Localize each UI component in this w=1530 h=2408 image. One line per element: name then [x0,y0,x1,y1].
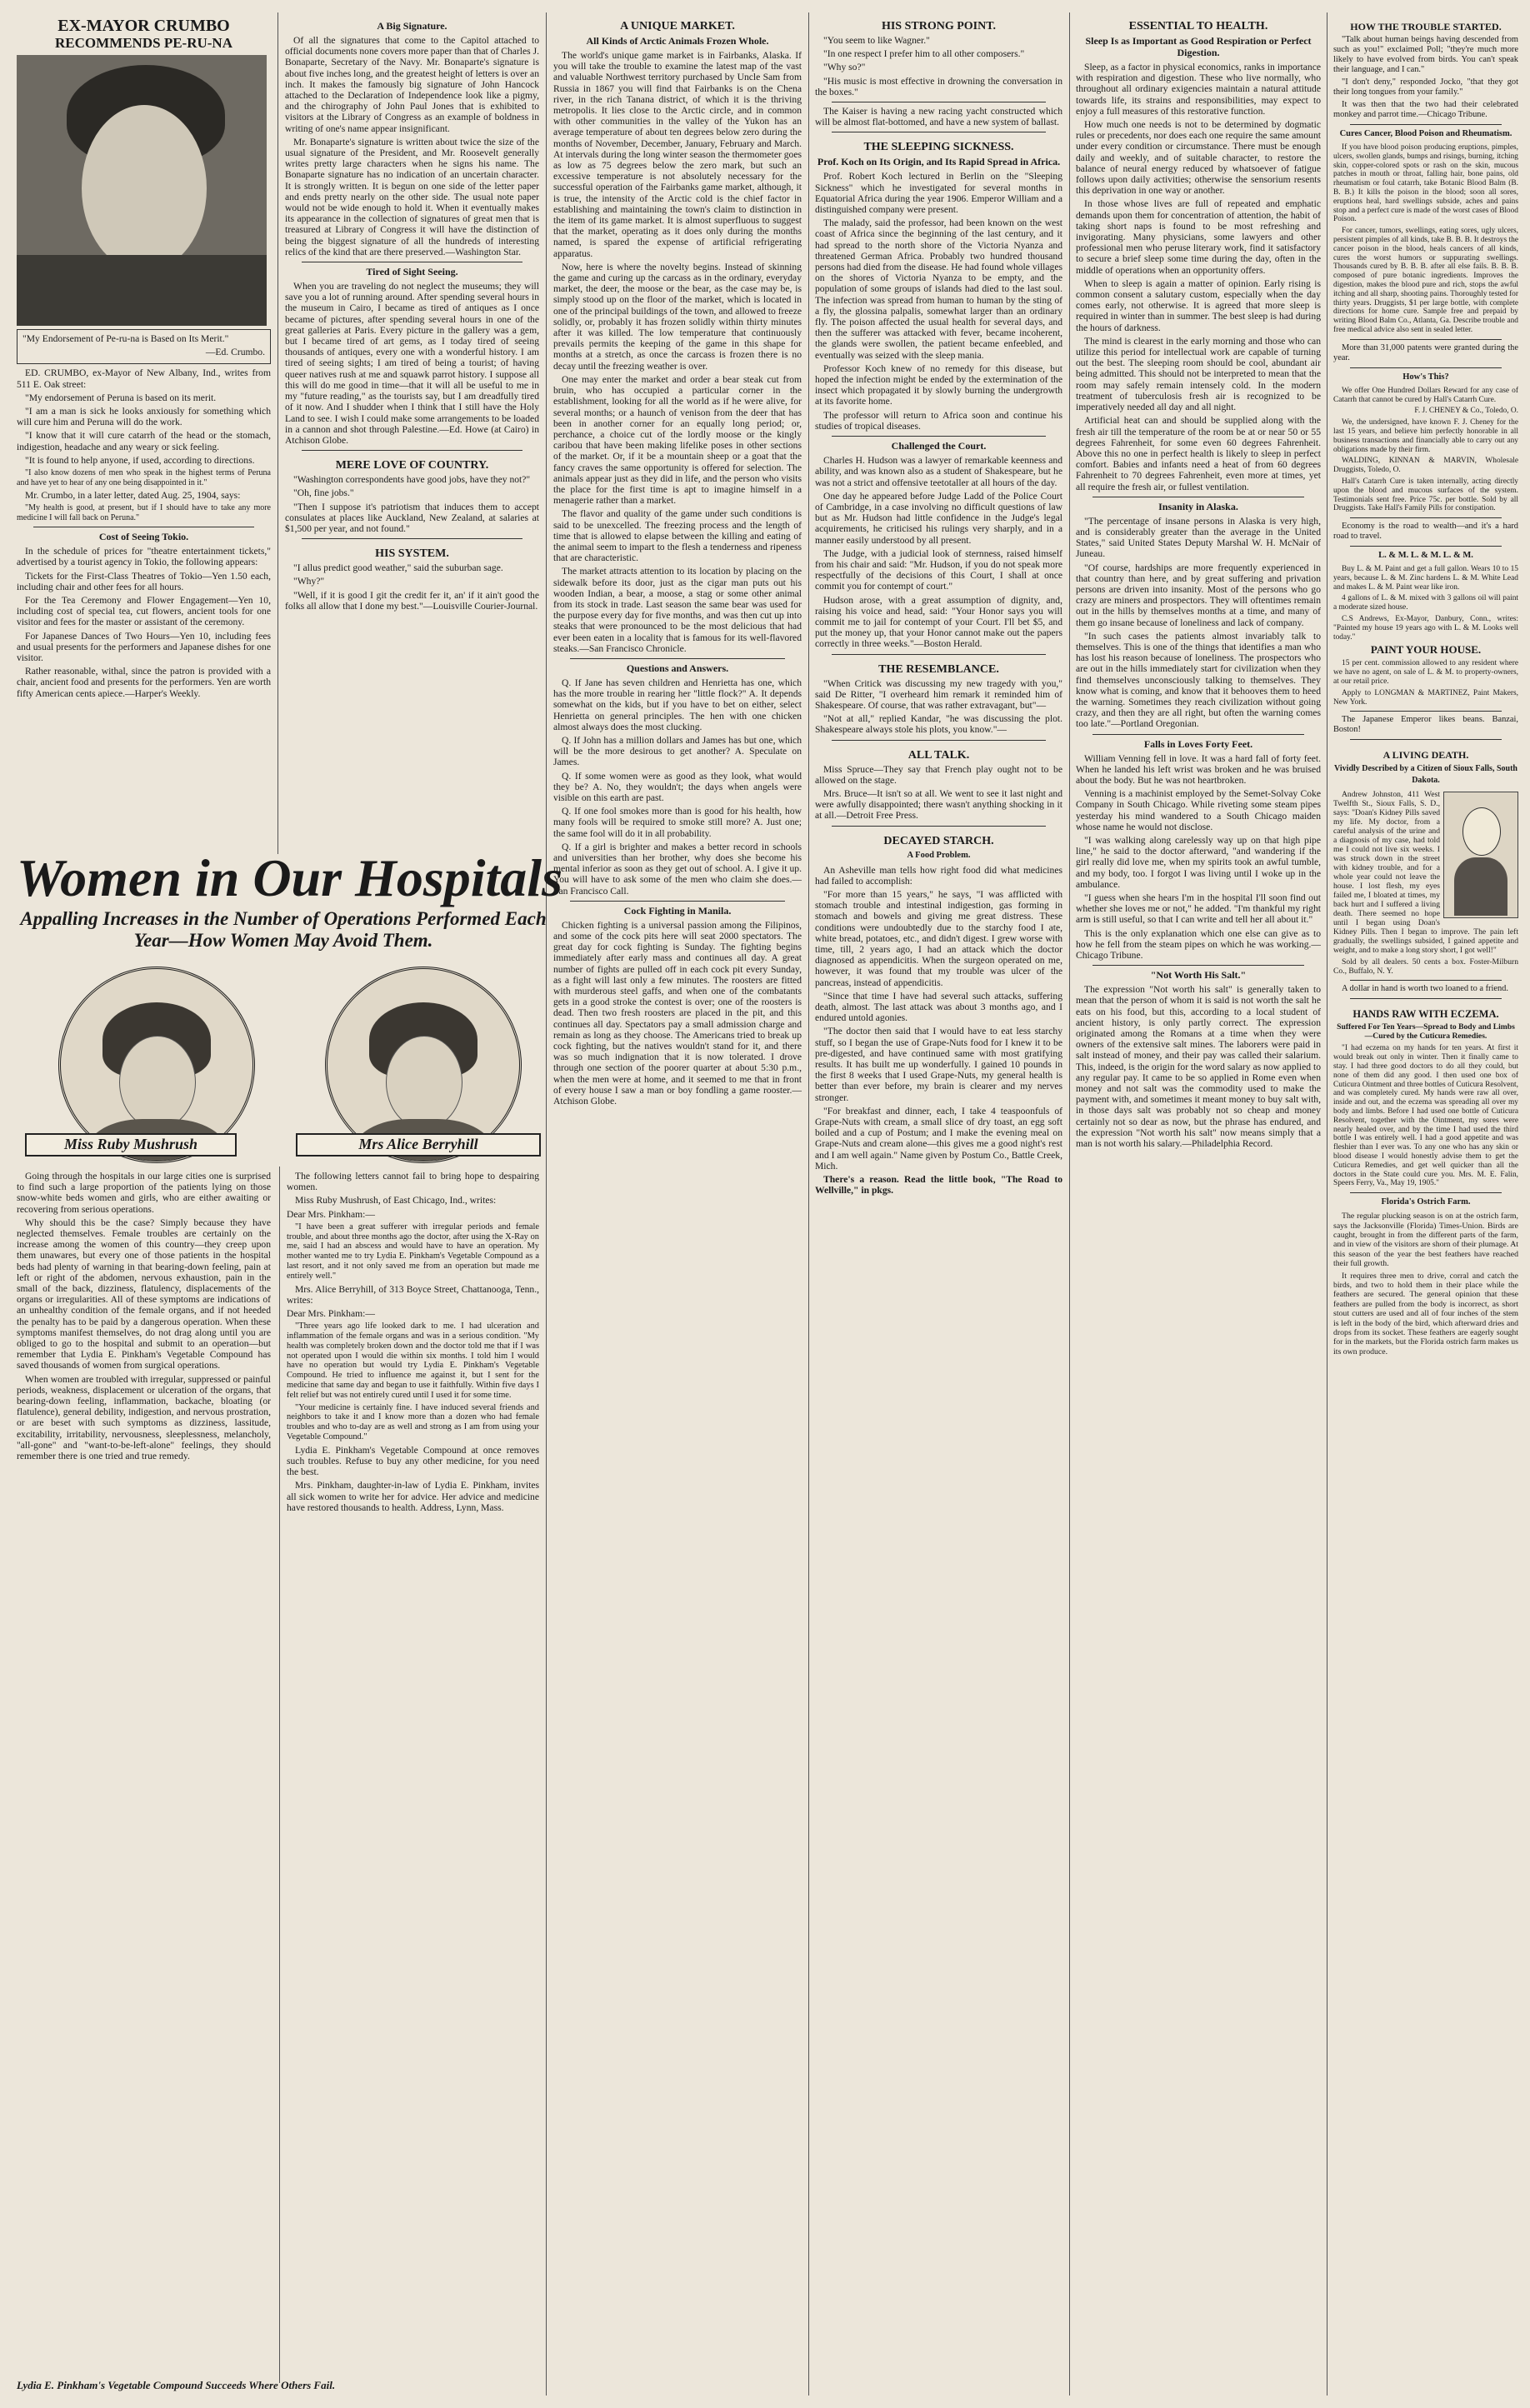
article-paragraph: Charles H. Hudson was a lawyer of remarkable keenness and ability, and was known also as a student of Shakespeare, but he was not a strict and offensive teetotaller at all hours of the day. [815,455,1062,488]
article-paragraph: Now, here is where the novelty begins. Instead of skinning the game and curing up the carcass as in the ordinary, everyday market, the deer, the moose or the bear, as the case may be, is simply stood up on the floor of the market, which is located in one of the principal buildings of the town, and allowed to freeze solidly, or, probably it has frozen solidly within thirty minutes after it was killed. The low temperature that continuously prevails permits the keeping of the game in this shape for months at a stretch, as once the carcass is frozen there is no decay until the freezing weather is over. [553,261,802,372]
women-paragraph: Mrs. Pinkham, daughter-in-law of Lydia E. Pinkham, invites all sick women to write her for advice. Her advice and medicine have restored thousands to health. Address, Lynn, Mass. [287,1480,539,1513]
women-paragraph: The following letters cannot fail to bring hope to despairing women. [287,1171,539,1193]
article-paragraph: "Not at all," replied Kandar, "he was discussing the plot. Shakespeare always stole his plots, you know."— [815,713,1062,736]
women-paragraph: Mrs. Alice Berryhill, of 313 Boyce Street, Chattanooga, Tenn., writes: [287,1283,539,1306]
ad-heading: How's This? [1402,372,1449,382]
ad-paragraph: We offer One Hundred Dollars Reward for any case of Catarrh that cannot be cured by Hall's Catarrh Cure. [1333,386,1518,404]
article-paragraph: In those whose lives are full of repeated and emphatic demands upon them for concentration of attention, the habit of taking short naps is found to be most refreshing and invigorating. Many physicians, some lawyers and other professional men who peruse literary work, find it satisfactory to secure a brief sleep some time during the day, often in the middle of operations when an opportunity offers. [1076,198,1321,276]
article-paragraph: "When Critick was discussing my new tragedy with you," said De Ritter, "I overheard him remark it reminded him of Shakespeare. Of course, that was rather extravagant, but"— [815,677,1062,711]
article-paragraph: "For more than 15 years," he says, "I was afflicted with stomach trouble and intestinal indigestion, gas forming in stomach and bowels and giving me great distress. These conditions were undoubtedly due to the starchy food I ate, white bread, potatoes, etc., and didn't digest. I grew worse with time, till, 2 years ago, I had an attack which the doctor diagnosed as appendicitis. When the surgeon operated on me, however, it was found that my trouble was ulcer of the pancreas, instead of appendicitis. [815,888,1062,988]
article-paragraph: "Since that time I have had several such attacks, suffering death, almost. The last attack was about 3 months ago, and I endured untold agonies. [815,990,1062,1024]
article-paragraph: The regular plucking season is on at the ostrich farm, says the Jacksonville (Florida) Times-Union. Birds are caught, brought in from the different parts of the farm, and in view of the visitors are shorn of their plumage. At this season of the year the best feathers have reached their full growth. [1333,1211,1518,1269]
article-paragraph: "Then I suppose it's patriotism that induces them to accept consulates at places like Auckland, New Zealand, at salaries at $1,500 per year, and not found." [285,501,539,534]
column-rule [1069,12,1070,2396]
article-paragraph: A dollar in hand is worth two loaned to a friend. [1342,984,1508,994]
crumbo-quote-box [17,329,271,364]
column-6 [1333,17,1518,2383]
women-paragraph: Going through the hospitals in our large cities one is surprised to find such a large proportion of the patients lying on those snow-white beds women and girls, who are either awaiting or recovering from serious operations. [17,1171,271,1215]
crumbo-paragraph: ED. CRUMBO, ex-Mayor of New Albany, Ind., writes from 511 E. Oak street: [17,367,271,390]
ad-paragraph: WALDING, KINNAN & MARVIN, Wholesale Druggists, Toledo, O. [1333,457,1518,475]
article-paragraph: "I don't deny," responded Jocko, "that they got their long tongues from your family." [1333,77,1518,97]
article-paragraph: The Japanese Emperor likes beans. Banzai, Boston! [1333,715,1518,735]
article-paragraph: "For breakfast and dinner, each, I take 4 teaspoonfuls of Grape-Nuts with cream, a small slice of dry toast, an egg soft boiled and a cup of Postum; and I make the evening meal on Grape-Nuts and cream alone—this gives me a good night's rest and I am well again." Name given by Postum Co., Battle Creek, Mich. [815,1105,1062,1172]
article-paragraph: One day he appeared before Judge Ladd of the Police Court of Cambridge, in a case involving no difficult questions of law but as Mr. Hudson had little confidence in the Judge's legal acquirements, he criticised his rulings very sharply, and in a manner easily understood by all present. [815,490,1062,546]
article-heading: Insanity in Alaska. [1158,500,1238,512]
article-paragraph: The malady, said the professor, had been known on the west coast of Africa since the beginning of the last century, and it had spread to the north shore of the Victoria Nyanza and threatened German Africa. Probably two hundred thousand persons had died from the disease. He had found whole villages on the shores of Victoria Nyanza to be empty, and the population of some groups of islands had died to the last soul. The infection was spread from human to human by the sting of a fly, the glossina palpalis, somewhat larger than an ordinary fly. The poison affected the usual health for several days, and then the sufferer was attacked with fever, became incoherent, the glands were swollen, the patient became enfeebled, and eventually was seized with the sleep mania. [815,217,1062,361]
article-paragraph: The professor will return to Africa soon and continue his studies of tropical diseases. [815,409,1062,432]
article-paragraph: The world's unique game market is in Fairbanks, Alaska. If you will take the trouble to examine the latest map of the vast and valuable Northwest territory purchased by Uncle Sam from Russia in 1867 you will find that Fairbanks is on the Chena river, in the rich Tanana district, of which it is the thriving metropolis. It lies close to the Arctic circle, and in common with other communities in the valley of the Yukon has an average temperature of about ten degrees below zero during the months of November, December, January, February and March. At intervals during the long winter season the thermometer goes as low as 75 degrees below the zero mark, but such an excessive temperature is not absolutely necessary for the successful operation of the Fairbanks game market, although, it is true, the intensity of the Arctic cold is the chief factor in establishing and maintaining the town's claim to distinction in the item of its game market. It is almost superfluous to suggest that the market, operating as it does only during the months named, is spared the expense of artificial refrigerating apparatus. [553,50,802,259]
crumbo-paragraph: "My health is good, at present, but if I should have to take any more medicine I will fall back on Peruna." [17,503,271,522]
ad-heading: PAINT YOUR HOUSE. [1370,643,1482,657]
ad-paragraph: Andrew Johnston, 411 West Twelfth St., Sioux Falls, S. D., says: "Doan's Kidney Pills saved my life. My doctor, from a careful analysis of the urine and a diagnosis of my case, had told me I could not live six weeks. I was struck down in the street with kidney trouble, and for a whole year could not leave the house. I lost flesh, my eyes failed me, I bloated at times, my back hurt and I suffered a living death. There seemed no hope until I began using Doan's Kidney Pills. Then I began to improve. The pain left gradually, the swellings subsided, I gained appetite and weight, and to make a long story short, I got well!" [1333,790,1518,956]
article-paragraph: The mind is clearest in the early morning and those who can utilize this period for intellectual work are capable of turning out the best. The sleeping room should be cool, abundant air being admitted. This should not be interpreted to mean that the room may safely remain intensely cold. In the modern treatment of tuberculosis fresh air is recognized to be imperatively needed all day and all night. [1076,335,1321,413]
caption-ruby-mushrush: Miss Ruby Mushrush [25,1133,237,1157]
article-heading: Cock Fighting in Manila. [623,904,732,917]
column-4 [815,17,1062,2383]
article-paragraph: How much one needs is not to be determined by dogmatic rules or precedents, nor does each one require the same amount under every condition or circumstance. There must be enough daily and weekly, and of suitable character, to restore the balance of neural energy reduced by whatsoever of fatigue follows upon daily activities; otherwise the sensorium resents this deprivation in one way or another. [1076,119,1321,197]
article-paragraph: This is the only explanation which one else can give as to how he fell from the steam pipes on which he was working.—Chicago Tribune. [1076,927,1321,962]
article-paragraph: An Asheville man tells how right food did what medicines had failed to accomplish: [815,864,1062,887]
article-paragraph: Mr. Bonaparte's signature is written about twice the size of the usual signature of the President, and Mr. Roosevelt generally writes pretty large characters when he signs his name. The Bonaparte signature has no indication of an uncertain character. It is strongly written. It is begun on one side of the letter paper and ends pretty nearly on the other side. The usual note paper would not be wide enough to hold it. When it eventually makes its appearance in the collection of signatures of great men that is treasured at Library of Congress it will have the distinction of being the biggest signature of all the hundreds of interesting relics of the kind that are there preserved.—Washington Star. [285,136,539,257]
column-5 [1076,17,1321,2383]
article-paragraph: William Venning fell in love. It was a hard fall of forty feet. When he landed his left wrist was broken and he was bruised about the body. But he was not heartbroken. [1076,752,1321,786]
article-paragraph: When you are traveling do not neglect the museums; they will save you a lot of running around. After spending several hours in the museum in Cairo, I became as tired of antiques as I once became of pictures, after spending several hours in one of the great galleries at Paris. Every picture in the gallery was a gem, but I became tired of art gems, as I today tired of seeing thousands of antiques, every one with a wonderful history. I am tired of seeing sights; I am tired of being a tourist; of having queer natives rush at me and squawk parrot history. I suppose all this will do me good in time—that it will all be useful to me in my "future reading," as the tourists say, but I am dreadfully tired of it now. And I shudder when I think that I still have the Holy Land to see. I wish I could make some arrangements to be loaded in a cannon and shot through Palestine.—Ed. Howe (at Cairo) in Atchison Globe. [285,281,539,446]
article-paragraph: "The doctor then said that I would have to eat less starchy stuff, so I began the use of Grape-Nuts food for I knew it to be pre-digested, and have continued same with most gratifying results. It has built me up wonderfully. I gained 10 pounds in the first 8 weeks that I used Grape-Nuts, my general health is better than ever before, my brain is clearer and my nerves stronger. [815,1026,1062,1103]
column-3 [553,17,802,2383]
article-paragraph: "I guess when she hears I'm in the hospital I'll soon find out whether she loves me or not," he added. "I'm thankful my right arm is still useful, so that I can write and tell her all about it." [1076,892,1321,926]
article-paragraph: "In such cases the patients almost invariably talk to themselves. This is one of the things that identifies a man who has lost his reason because of loneliness. The prospectors who are out in the hills immediately start for civilization when they find themselves unconsciously talking to themselves. They know what is coming, and know that it behooves them to heed the warning. Sometimes they reach civilization without going crazy, and then they are all right, but often the warning comes too late."—Portland Oregonian. [1076,630,1321,730]
article-paragraph: "Oh, fine jobs." [293,487,354,499]
article-heading: Cost of Seeing Tokio. [98,531,189,543]
women-paragraph: Dear Mrs. Pinkham:— [287,1208,375,1220]
ad-paragraph: Apply to LONGMAN & MARTINEZ, Paint Makers, New York. [1333,688,1518,707]
article-paragraph: It requires three men to drive, corral and catch the birds, and two to hold them in their place while the feathers are secured. The general opinion that these feathers are pulled from the body is incorrect, as short stout cutters are used and all of four inches of the stem is left in the body of the bird, which afterward dries and drops from its socket. These feathers are eagerly sought for in the markets, but the Florida ostrich farm makes us its own produce. [1333,1271,1518,1356]
article-paragraph: For the Tea Ceremony and Flower Engagement—Yen 10, including cost of special tea, cut flowers, ancient tools for one visitor and fees for the master or assistant of the ceremony. [17,595,271,628]
article-subheading: A Food Problem. [907,850,971,860]
article-paragraph: Q. If Jane has seven children and Henrietta has one, which has the more trouble in rearing her "little flock?" A. It depends somewhat on the kids, but if you have to bet on either, select Henrietta on general principles. The hen with one chicken almost always does the most clucking. [553,677,802,732]
article-paragraph: One may enter the market and order a bear steak cut from bruin, who has occupied a particular corner in the establishment, looking for all the world as if he were alive, for several months; or a haunch of venison from the deer that has been in another corner for an equally long period; or, perchance, a choice cut of the lordly moose or the kingly caribou that have been making lifelike poses in other sections of the market. Or, if it be a mountain sheep or a goat that the fancy craves the same opportunity is offered for selection. The animals appear just as they did in life, and the person who visits the place for the first time is apt to imagine himself in a menagerie rather than a market. [553,373,802,507]
article-heading: Florida's Ostrich Farm. [1381,1197,1471,1207]
article-subheading: Prof. Koch on Its Origin, and Its Rapid Spread in Africa. [817,156,1061,168]
article-paragraph: "Of course, hardships are more frequently experienced in that country than here, and by great suffering and privation persons are driven into insanity. Most of the persons who go crazy are miners and prospectors. They will oftentimes remain out in the hills by themselves months at a time, and many of them go insane because of loneliness and lack of company. [1076,562,1321,628]
article-heading: Falls in Loves Forty Feet. [1143,737,1253,750]
column-rule [1327,12,1328,2396]
article-paragraph: Chicken fighting is a universal passion among the Filipinos, and some of the cock pits here will seat 2000 spectators. The great day for cock fighting is Sunday. The fighting begins immediately after early mass and continues all day. A great number of fights are pulled off in each cock pit every Sunday, as a fight will last only a few minutes. The roosters are fitted with murderous steel gaffs, and when one of the combatants gets in a good stroke the contest is over; one of the roosters is dead. Then two fresh roosters are placed in the pit, and this continues all day. Spectators pay a small admission charge and remain as long as they choose. The Americans tried to break up cock fighting, but the natives wouldn't stand for it, and there was so much indignation that it is now tolerated. I drove through one section of the poorer quarter at about 5:30 p.m., when the men were at home, and it seemed to me that in front of every house I saw a man or boy fondling a game rooster.—Atchison Globe. [553,919,802,1107]
article-paragraph: For Japanese Dances of Two Hours—Yen 10, including fees and usual presents for the performers and Japanese dishes for one visitor. [17,630,271,664]
women-column-right [287,1171,539,2377]
article-paragraph: Rather reasonable, withal, since the patron is provided with a chair, ancient food and presents for the performers. Yen are worth fifty American cents apiece.—Harper's Weekly. [17,666,271,699]
crumbo-paragraph: "My endorsement of Peruna is based on its merit. [25,392,217,403]
article-paragraph: "Why so?" [823,62,866,73]
article-paragraph: Prof. Robert Koch lectured in Berlin on the "Sleeping Sickness" which he investigated for several months in Equatorial Africa during the year 1906. Emperor William and a distinguished company were present. [815,171,1062,216]
caption-alice-berryhill: Mrs Alice Berryhill [296,1133,541,1157]
article-paragraph: Miss Spruce—They say that French play ought not to be allowed on the stage. [815,763,1062,786]
article-subheading: All Kinds of Arctic Animals Frozen Whole. [586,35,769,47]
article-paragraph: It was then that the two had their celebrated monkey and parrot time.—Chicago Tribune. [1333,100,1518,119]
article-paragraph: Q. If some women were as good as they look, what would they be? A. No, they wouldn't; the days when angels were visible on this earth are past. [553,770,802,803]
article-subheading: Sleep Is as Important as Good Respiration or Perfect Digestion. [1085,35,1312,58]
ad-paragraph: If you have blood poison producing eruptions, pimples, ulcers, swollen glands, bumps and risings, burning, itching skin, copper-colored spots or rash on the skin, mucous patches in mouth or throat, falling hair, bone pains, old rheumatism or foul catarrh, take Botanic Blood Balm (B. B. B.) It kills the poison in the blood; soon all sores, eruptions heal, hard swellings subside, aches and pains stop and a perfect cure is made of the worst cases of Blood Poison. [1333,143,1518,224]
article-paragraph: "His music is most effective in drowning the conversation in the boxes." [815,75,1062,97]
article-paragraph: "The percentage of insane persons in Alaska is very high, and is considerably greater than the average in the United States," said United States Deputy Marshal W. H. McNair of Juneau. [1076,515,1321,560]
ad-paragraph: We, the undersigned, have known F. J. Cheney for the last 15 years, and believe him perfectly honorable in all business transactions and financially able to carry out any obligations made by their firm. [1333,418,1518,454]
women-paragraph: Miss Ruby Mushrush, of East Chicago, Ind., writes: [295,1195,497,1206]
women-subheadline: Appalling Increases in the Number of Operations Performed Each Year—How Women May Avoid Them. [20,908,547,951]
column-rule [546,12,547,2396]
crumbo-portrait [17,55,267,326]
article-heading: Challenged the Court. [891,440,987,452]
article-paragraph: The Kaiser is having a new racing yacht constructed which will be almost flat-bottomed, and have a new system of ballast. [815,106,1062,128]
johnston-portrait [1443,792,1518,918]
crumbo-headline: EX-MAYOR CRUMBO [58,17,230,35]
ad-signature: F. J. CHENEY & Co., Toledo, O. [1414,407,1518,416]
article-paragraph: "In one respect I prefer him to all other composers." [823,48,1025,60]
women-paragraph: "Three years ago life looked dark to me. I had ulceration and inflammation of the female organs and was in a serious condition. "My health was completely broken down and the doctor told me that if I was not operated upon I would die within six months. I told him I would have no operation but would try Lydia E. Pinkham's Vegetable Compound. He tried to influence me against it, but I sent for the medicine that same day and began to use it faithfully. Within five days I felt relief but was not entirely cured until I used it for some time. [287,1321,539,1400]
article-heading: HOW THE TROUBLE STARTED. [1350,21,1502,32]
women-column-left [17,1171,271,2377]
article-heading: Tired of Sight Seeing. [366,266,458,278]
ad-subheading: Vividly Described by a Citizen of Sioux Falls, South Dakota. [1334,764,1518,786]
women-paragraph: Lydia E. Pinkham's Vegetable Compound at once removes such troubles. Refuse to buy any other medicine, for you need the best. [287,1444,539,1478]
ad-heading: A LIVING DEATH. [1382,749,1469,762]
article-paragraph: Q. If one fool smokes more than is good for his health, how many fools will be required to smoke still more? A. Just one; the same fool will do it in all probability. [553,806,802,839]
column-2 [285,17,539,846]
article-paragraph: Artificial heat can and should be supplied along with the fresh air till the temperature of the room be at or near 50 or 55 degrees Fahrenheit, for some even 60 degrees Fahrenheit. Above this no one in perfect health is likely to sleep in perfect comfort. Babies and infants need a heat of from 60 degrees Fahrenheit to 70 degrees Fahrenheit, even more at times, yet all require the fresh air, or fullest ventilation. [1076,415,1321,492]
ad-paragraph: C.S Andrews, Ex-Mayor, Danbury, Conn., writes: "Painted my house 19 years ago with L. & M. Looks well today." [1333,615,1518,642]
women-paragraph: Dear Mrs. Pinkham:— [287,1308,375,1319]
crumbo-paragraph: "I know that it will cure catarrh of the head or the stomach, indigestion, headache and any weary or sick feeling. [17,430,271,452]
column-1 [17,17,271,846]
article-paragraph: The Judge, with a judicial look of sternness, raised himself from his chair and said: "Mr. Hudson, if you do not speak more respectfully of the decisions of this Court, I shall at once commit you for contempt of court." [815,547,1062,592]
crumbo-quote-signature: —Ed. Crumbo. [205,347,265,358]
column-rule [808,12,809,2396]
crumbo-paragraph: "I also know dozens of men who speak in the highest terms of Peruna and have yet to hear of any one being disappointed in it." [17,468,271,487]
ad-subheading: Suffered For Ten Years—Spread to Body and Limbs—Cured by the Cuticura Remedies. [1337,1022,1515,1042]
article-heading: Questions and Answers. [626,662,729,674]
ad-paragraph: 4 gallons of L. & M. mixed with 3 gallons oil will paint a moderate sized house. [1333,594,1518,612]
article-heading: HIS STRONG POINT. [881,20,997,32]
article-heading: A Big Signature. [377,20,448,32]
article-heading: THE SLEEPING SICKNESS. [863,141,1014,154]
article-heading: THE RESEMBLANCE. [878,662,999,676]
ad-heading: L. & M. L. & M. L. & M. [1378,551,1473,561]
article-paragraph: "Well, if it is good I git the credit fer it, an' if it ain't good the folks all allow that I done my best."—Louisville Courier-Journal. [285,589,539,612]
article-paragraph: Mrs. Bruce—It isn't so at all. We went to see it last night and were awfully disappointed; there wasn't anything shocking in it at all.—Detroit Free Press. [815,787,1062,822]
crumbo-paragraph: Mr. Crumbo, in a later letter, dated Aug. 25, 1904, says: [25,490,241,502]
article-paragraph: Sleep, as a factor in physical economics, ranks in importance with respiration and digestion. These who live normally, who throughout all ordinary exigencies maintain a natural attitude towards life, its strains and responsibilities, may expect to enjoy a full measures of this restorative function. [1076,62,1321,117]
article-paragraph: The market attracts attention to its location by placing on the sidewalk before its door, just as the cigar man puts out his wooden Indian, a bear, a moose, a stag or some other animal from its stock in trade. Last season the same bear was used for the purpose every day for five months, and was then cut up into steaks that were pronounced to be the most delicious that had ever been eaten in a locality that is famous for its well-flavored steaks.—San Francisco Chronicle. [553,566,802,654]
article-paragraph: "I was walking along carelessly way up on that high pipe line," he said to the doctor afterward, "and wandering if the girl really did love me, when my spirits took an awful tumble, and my body, too. I forgot I was living until I woke up in the ambulance. [1076,835,1321,890]
article-paragraph: Venning is a machinist employed by the Semet-Solvay Coke Company in South Chicago. While riveting some steam pipes yesterday his mind wandered to a South Chicago maiden whose name he would not disclose. [1076,788,1321,832]
article-paragraph: "Why?" [293,576,325,587]
column-rule [279,1167,280,2383]
article-paragraph: "Talk about human beings having descended from such as you!" exclaimed Poll; "they're much more likely to have evolved from birds. You can't speak their language, and I can." [1333,35,1518,74]
article-paragraph: Professor Koch knew of no remedy for this disease, but hoped the infection might be ended by the extermination of the insect which propagated it by slowly burning the undergrowth at its favorite home. [815,362,1062,407]
ad-paragraph: 15 per cent. commission allowed to any resident where we have no agent, on sale of L. & M. to property-owners, at our retail price. [1333,659,1518,687]
article-heading: ESSENTIAL TO HEALTH. [1128,20,1268,32]
article-heading: "Not Worth His Salt." [1150,969,1247,982]
crumbo-subheadline: RECOMMENDS PE-RU-NA [55,35,232,51]
article-paragraph: More than 31,000 patents were granted during the year. [1333,342,1518,362]
article-paragraph: In the schedule of prices for "theatre entertainment tickets," advertised by a tourist agency in Tokio, the following appears: [17,546,271,568]
crumbo-paragraph: "I am a man is sick he looks anxiously for something which will cure him and Peruna will do the work. [17,406,271,428]
article-paragraph: The flavor and quality of the game under such conditions is said to be unexcelled. The freezing process and the length of time that is allowed to elapse between the killing and eating of the animal seem to impart to the flesh a tenderness and ripeness that are characteristic. [553,508,802,564]
article-heading: MERE LOVE OF COUNTRY. [335,459,489,472]
women-headline: Women in Our Hospitals [17,848,562,907]
article-heading: HIS SYSTEM. [375,547,449,561]
article-paragraph: "I allus predict good weather," said the suburban sage. [293,562,503,574]
ad-heading: HANDS RAW WITH ECZEMA. [1352,1008,1499,1021]
article-heading: ALL TALK. [908,748,970,762]
crumbo-paragraph: "It is found to help anyone, if used, according to directions. [25,454,255,466]
article-paragraph: When to sleep is again a matter of opinion. Early rising is common consent a salutary custom, especially when the day comes early, not otherwise. It is agreed that more sleep is required in winter than in summer. The best sleep is had during the hours of darkness. [1076,277,1321,333]
women-paragraph: Why should this be the case? Simply because they have neglected themselves. Female troubles are certainly on the increase among the women of this country—they creep upon them unawares, but every one of those patients in the hospital beds had plenty of warning in that bearing-down feeling, pain at left or right of the abdomen, nervous exhaustion, pain in the small of the back, dizziness, flatulency, displacements of the organs or irregularities. All of these symptoms are indications of an unhealthy condition of the female organs, and if not heeded the penalty has to be paid by a dangerous operation. When these symptoms manifest themselves, do not drag along until you are obliged to go to the hospital and submit to an operation—but remember that Lydia E. Pinkham's Vegetable Compound has saved thousands of women from surgical operations. [17,1216,271,1371]
article-heading: A UNIQUE MARKET. [620,20,735,32]
article-paragraph: The expression "Not worth his salt" is generally taken to mean that the person of whom it is said is not worth the salt he eats on his food, but this, according to a local student of ancient history, is only partly correct. The expression originated among the Romans at a time when they were owners of the extensive salt mines. The laborers were paid in salt instead of money, and their pay was called their salarium. This, indeed, is the origin for the word salary as now applied to any regular pay. It came to be so applied in Rome even when money and not salt was the commodity used to make the payment with, and sometimes it meant money to buy salt with, in those days salt was probably not so cheap and money certainly not so dear as now, but the phrase has endured, and the expression "Not worth his salt" now means simply that a man is not worth his salary.—Philadelphia Record. [1076,984,1321,1150]
article-paragraph: Q. If John has a million dollars and James has but one, which will be the more desirous to get another? A. Speculate on James. [553,734,802,768]
article-paragraph: Of all the signatures that come to the Capitol attached to official documents none covers more paper than that of Charles J. Bonaparte, Secretary of the Navy. Mr. Bonaparte's signature is about five inches long, and the greatest height of letters is over an inch. It makes the famously big signature of John Hancock attached to the Declaration of Independence look like a pigmy, and the chirography of John Paul Jones that is exhibited to visitors at the Library of Congress as an example of boldness in writing of one's name appear insignificant. [285,35,539,134]
article-paragraph: "You seem to like Wagner." [823,35,930,46]
ad-paragraph: Buy L. & M. Paint and get a full gallon. Wears 10 to 15 years, because L. & M. Zinc hardens L. & M. White Lead and makes L. & M. Paint wear like iron. [1333,565,1518,592]
women-portraits [17,958,550,1167]
article-paragraph: Economy is the road to wealth—and it's a hard road to travel. [1333,522,1518,542]
ad-heading: Cures Cancer, Blood Poison and Rheumatism. [1339,129,1512,138]
women-paragraph: "I have been a great sufferer with irregular periods and female trouble, and about three months ago the doctor, after using the X-Ray on me, said I had an abscess and would have to have an operation. My mother wanted me to try Lydia E. Pinkham's Vegetable Compound as a last resort, and it not only saved me from an operation but made me entirely well." [287,1221,539,1281]
article-paragraph: "Washington correspondents have good jobs, have they not?" [293,474,531,486]
ad-paragraph: "I had eczema on my hands for ten years. At first it would break out only in winter. Then it finally came to stay. I had three good doctors to do all they could, but none of them did any good. I then used one box of Cuticura Ointment and three bottles of Cuticura Resolvent, and was completely cured. My hands were raw all over, inside and out, and the eczema was spreading all over my body and limbs. Before I had used one bottle of Cuticura Resolvent, together with the Ointment, my sores were nearly healed over, and by the time I had used the third bottle I was entirely well. I had a good appetite and was fleshier than I ever was. To any one who has any skin or blood disease I would honestly advise them to get the Cuticura Remedies, and get well quicker than all the doctors in the State could cure you. Mrs. M. E. Falin, Speers Ferry, Va., May 19, 1905." [1333,1044,1518,1188]
article-heading: DECAYED STARCH. [883,834,994,847]
ad-paragraph: Sold by all dealers. 50 cents a box. Foster-Milburn Co., Buffalo, N. Y. [1333,957,1518,977]
article-paragraph: Tickets for the First-Class Theatres of Tokio—Yen 1.50 each, including chair and other fees for all hours. [17,570,271,592]
women-paragraph: "Your medicine is certainly fine. I have induced several friends and neighbors to take it and I know more than a dozen who had female troubles and who to-day are as well and strong as I am from using your Vegetable Compound." [287,1402,539,1441]
ad-paragraph: For cancer, tumors, swellings, eating sores, ugly ulcers, persistent pimples of all kinds, take B. B. B. It destroys the cancer poison in the blood, heals cancers of all kinds, cures the worst humors or suppurating swellings. Thousands cured by B. B. B. after all else fails. B. B. B. composed of pure botanic ingredients. Improves the digestion, makes the blood pure and rich, stops the awful itching and all sharp, shooting pains. Thoroughly tested for thirty years. Druggists, $1 per large bottle, with complete directions for home cure. Sample free and prepaid by writing Blood Balm Co., Atlanta, Ga. Describe trouble and free medical advice also sent in sealed letter. [1333,227,1518,334]
women-paragraph: When women are troubled with irregular, suppressed or painful periods, weakness, displacement or ulceration of the organs, that bearing-down feeling, inflammation, backache, bloating (or flatulence), general debility, indigestion, and nervous prostration, or are beset with such symptoms as dizziness, lassitude, excitability, irritability, nervousness, sleeplessness, melancholy, "all-gone" and "want-to-be-left-alone" feelings, they should remember there is one tried and true remedy. [17,1373,271,1462]
article-paragraph: There's a reason. Read the little book, "The Road to Wellville," in pkgs. [815,1174,1062,1197]
article-paragraph: Hudson arose, with a great assumption of dignity, and, raising his voice and head, said: "Your Honor says you will commit me to jail for contempt of your Court. I'll bet $5, and put the money up, that your Honor cannot make out the papers correctly in three weeks."—Boston Herald. [815,594,1062,650]
crumbo-quote: "My Endorsement of Pe-ru-na is Based on Its Merit." [22,333,229,344]
article-paragraph: Q. If a girl is brighter and makes a better record in schools and universities than her brother, why does she become his mental inferior as soon as they get out of school. A. I give it up. You will have to ask some of the men who claim she does.—San Francisco Call. [553,841,802,897]
women-footer: Lydia E. Pinkham's Vegetable Compound Succeeds Where Others Fail. [17,2379,336,2391]
ad-paragraph: Hall's Catarrh Cure is taken internally, acting directly upon the blood and mucous surfaces of the system. Testimonials sent free. Price 75c. per bottle. Sold by all Druggists. Take Hall's Family Pills for constipation. [1333,477,1518,513]
